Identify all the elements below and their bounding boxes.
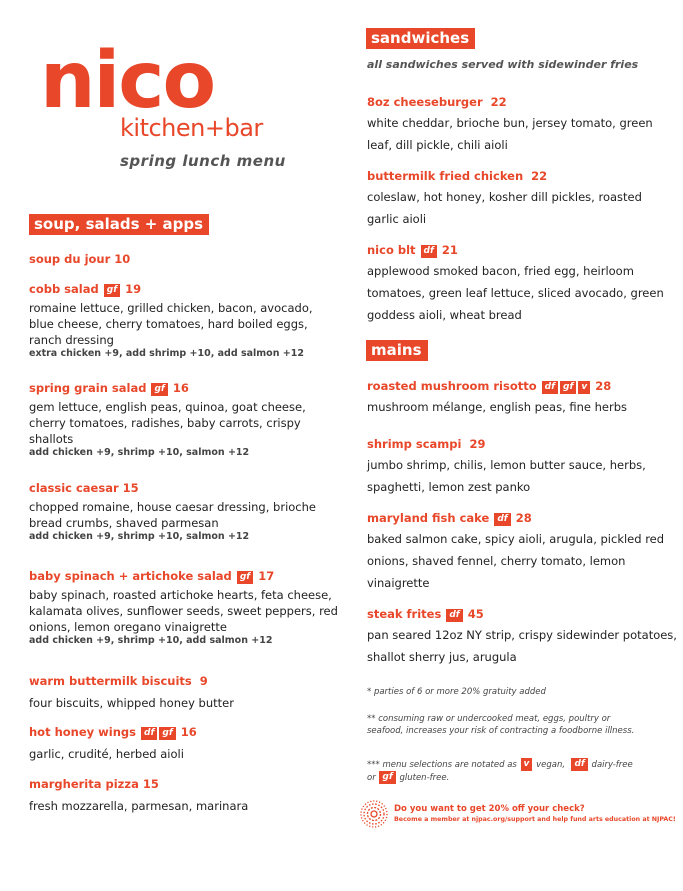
item-title: soup du jour 10 [29, 252, 131, 266]
njpac-sunburst-icon [360, 800, 388, 828]
gf-tag: gf [237, 571, 253, 584]
menu-item-spring-grain-salad [29, 380, 339, 459]
item-extra: add chicken +9, shrimp +10, salmon +12 [29, 531, 250, 542]
menu-item-steak-frites [367, 606, 677, 668]
promo-sub: Become a member at njpac.org/support and help fund arts education at NJPAC! [394, 816, 676, 823]
v-tag: v [521, 758, 533, 771]
item-extra: extra chicken +9, add shrimp +10, add salmon +12 [29, 348, 304, 359]
menu-item-shrimp-scampi [367, 436, 677, 498]
item-desc: four biscuits, whipped honey butter [29, 696, 234, 710]
item-title: margherita pizza 15 [29, 777, 159, 791]
item-extra: add chicken +9, shrimp +10, salmon +12 [29, 447, 250, 458]
menu-item-soup [29, 251, 339, 267]
item-desc: baby spinach, roasted artichoke hearts, feta cheese, kalamata olives, sunflower seeds, sweet peppers, red onions, lemon oregano vinaigrette [29, 588, 338, 634]
item-title: 8oz cheeseburger 22 [367, 95, 507, 109]
item-title: warm buttermilk biscuits 9 [29, 674, 208, 688]
df-tag: df [494, 513, 510, 526]
item-desc: mushroom mélange, english peas, fine herbs [367, 400, 628, 414]
item-title: buttermilk fried chicken 22 [367, 169, 548, 183]
menu-item-fried-chicken [367, 168, 677, 230]
menu-item-hot-honey-wings [29, 724, 339, 762]
item-title: spring grain salad gf 16 [29, 381, 189, 395]
item-desc: pan seared 12oz NY strip, crispy sidewinder potatoes, shallot sherry jus, arugula [367, 628, 677, 664]
menu-subtitle: spring lunch menu [120, 152, 286, 170]
menu-item-fish-cake [367, 510, 677, 594]
item-title: classic caesar 15 [29, 481, 139, 495]
promo-title: Do you want to get 20% off your check? [394, 804, 585, 814]
item-title: baby spinach + artichoke salad gf 17 [29, 569, 275, 583]
section-sandwiches: sandwiches [366, 28, 475, 49]
df-tag: df [446, 609, 462, 622]
df-tag: df [141, 727, 157, 740]
item-title: maryland fish cake df 28 [367, 511, 532, 525]
item-title: roasted mushroom risotto df gf v 28 [367, 379, 612, 393]
gratuity-note: * parties of 6 or more 20% gratuity added [367, 687, 546, 697]
v-tag: v [578, 381, 590, 394]
raw-food-note: ** consuming raw or undercooked meat, eggs, poultry or seafood, increases your risk of contracting a foodborne illness. [367, 714, 635, 736]
item-title: shrimp scampi 29 [367, 437, 486, 451]
sandwiches-subtitle: all sandwiches served with sidewinder fries [367, 58, 639, 71]
gf-tag: gf [379, 771, 395, 784]
item-desc: white cheddar, brioche bun, jersey tomato, green leaf, dill pickle, chili aioli [367, 116, 653, 152]
dietary-legend: *** menu selections are notated as v vegan, df dairy-free or gf gluten-free. [367, 759, 633, 783]
gf-tag: gf [151, 383, 167, 396]
menu-item-nico-blt [367, 242, 677, 326]
item-desc: fresh mozzarella, parmesan, marinara [29, 799, 249, 813]
item-title: cobb salad gf 19 [29, 282, 142, 296]
gf-tag: gf [104, 284, 120, 297]
logo-tagline: kitchen+bar [120, 114, 263, 142]
item-desc: romaine lettuce, grilled chicken, bacon, avocado, blue cheese, cherry tomatoes, hard boiled eggs, ranch dressing [29, 301, 313, 347]
item-title: steak frites df 45 [367, 607, 484, 621]
df-tag: df [421, 245, 437, 258]
menu-item-baby-spinach-salad [29, 568, 339, 647]
menu-item-buttermilk-biscuits [29, 673, 339, 711]
membership-promo [360, 800, 676, 830]
menu-item-cheeseburger [367, 94, 677, 156]
menu-item-margherita-pizza [29, 776, 339, 814]
item-extra: add chicken +9, shrimp +10, add salmon +12 [29, 635, 273, 646]
menu-item-mushroom-risotto [367, 378, 677, 418]
df-tag: df [542, 381, 558, 394]
item-desc: coleslaw, hot honey, kosher dill pickles, roasted garlic aioli [367, 190, 642, 226]
menu-item-classic-caesar [29, 480, 339, 543]
item-desc: baked salmon cake, spicy aioli, arugula, pickled red onions, shaved fennel, cherry tomato, lemon vinaigrette [367, 532, 665, 590]
logo [40, 36, 280, 142]
df-tag: df [571, 758, 587, 771]
item-title: hot honey wings df gf 16 [29, 725, 197, 739]
item-title: nico blt df 21 [367, 243, 458, 257]
menu-item-cobb-salad [29, 281, 339, 360]
gf-tag: gf [560, 381, 576, 394]
section-mains: mains [366, 340, 428, 361]
logo-wordmark: nico [40, 36, 215, 126]
item-desc: jumbo shrimp, chilis, lemon butter sauce, herbs, spaghetti, lemon zest panko [367, 458, 646, 494]
gf-tag: gf [159, 727, 175, 740]
item-desc: garlic, crudité, herbed aioli [29, 747, 184, 761]
item-desc: applewood smoked bacon, fried egg, heirloom tomatoes, green leaf lettuce, sliced avocado, green goddess aioli, wheat bread [367, 264, 664, 322]
section-soup-salads-apps: soup, salads + apps [29, 214, 209, 235]
item-desc: chopped romaine, house caesar dressing, brioche bread crumbs, shaved parmesan [29, 500, 316, 530]
item-desc: gem lettuce, english peas, quinoa, goat cheese, cherry tomatoes, radishes, baby carrots, crispy shallots [29, 400, 306, 446]
